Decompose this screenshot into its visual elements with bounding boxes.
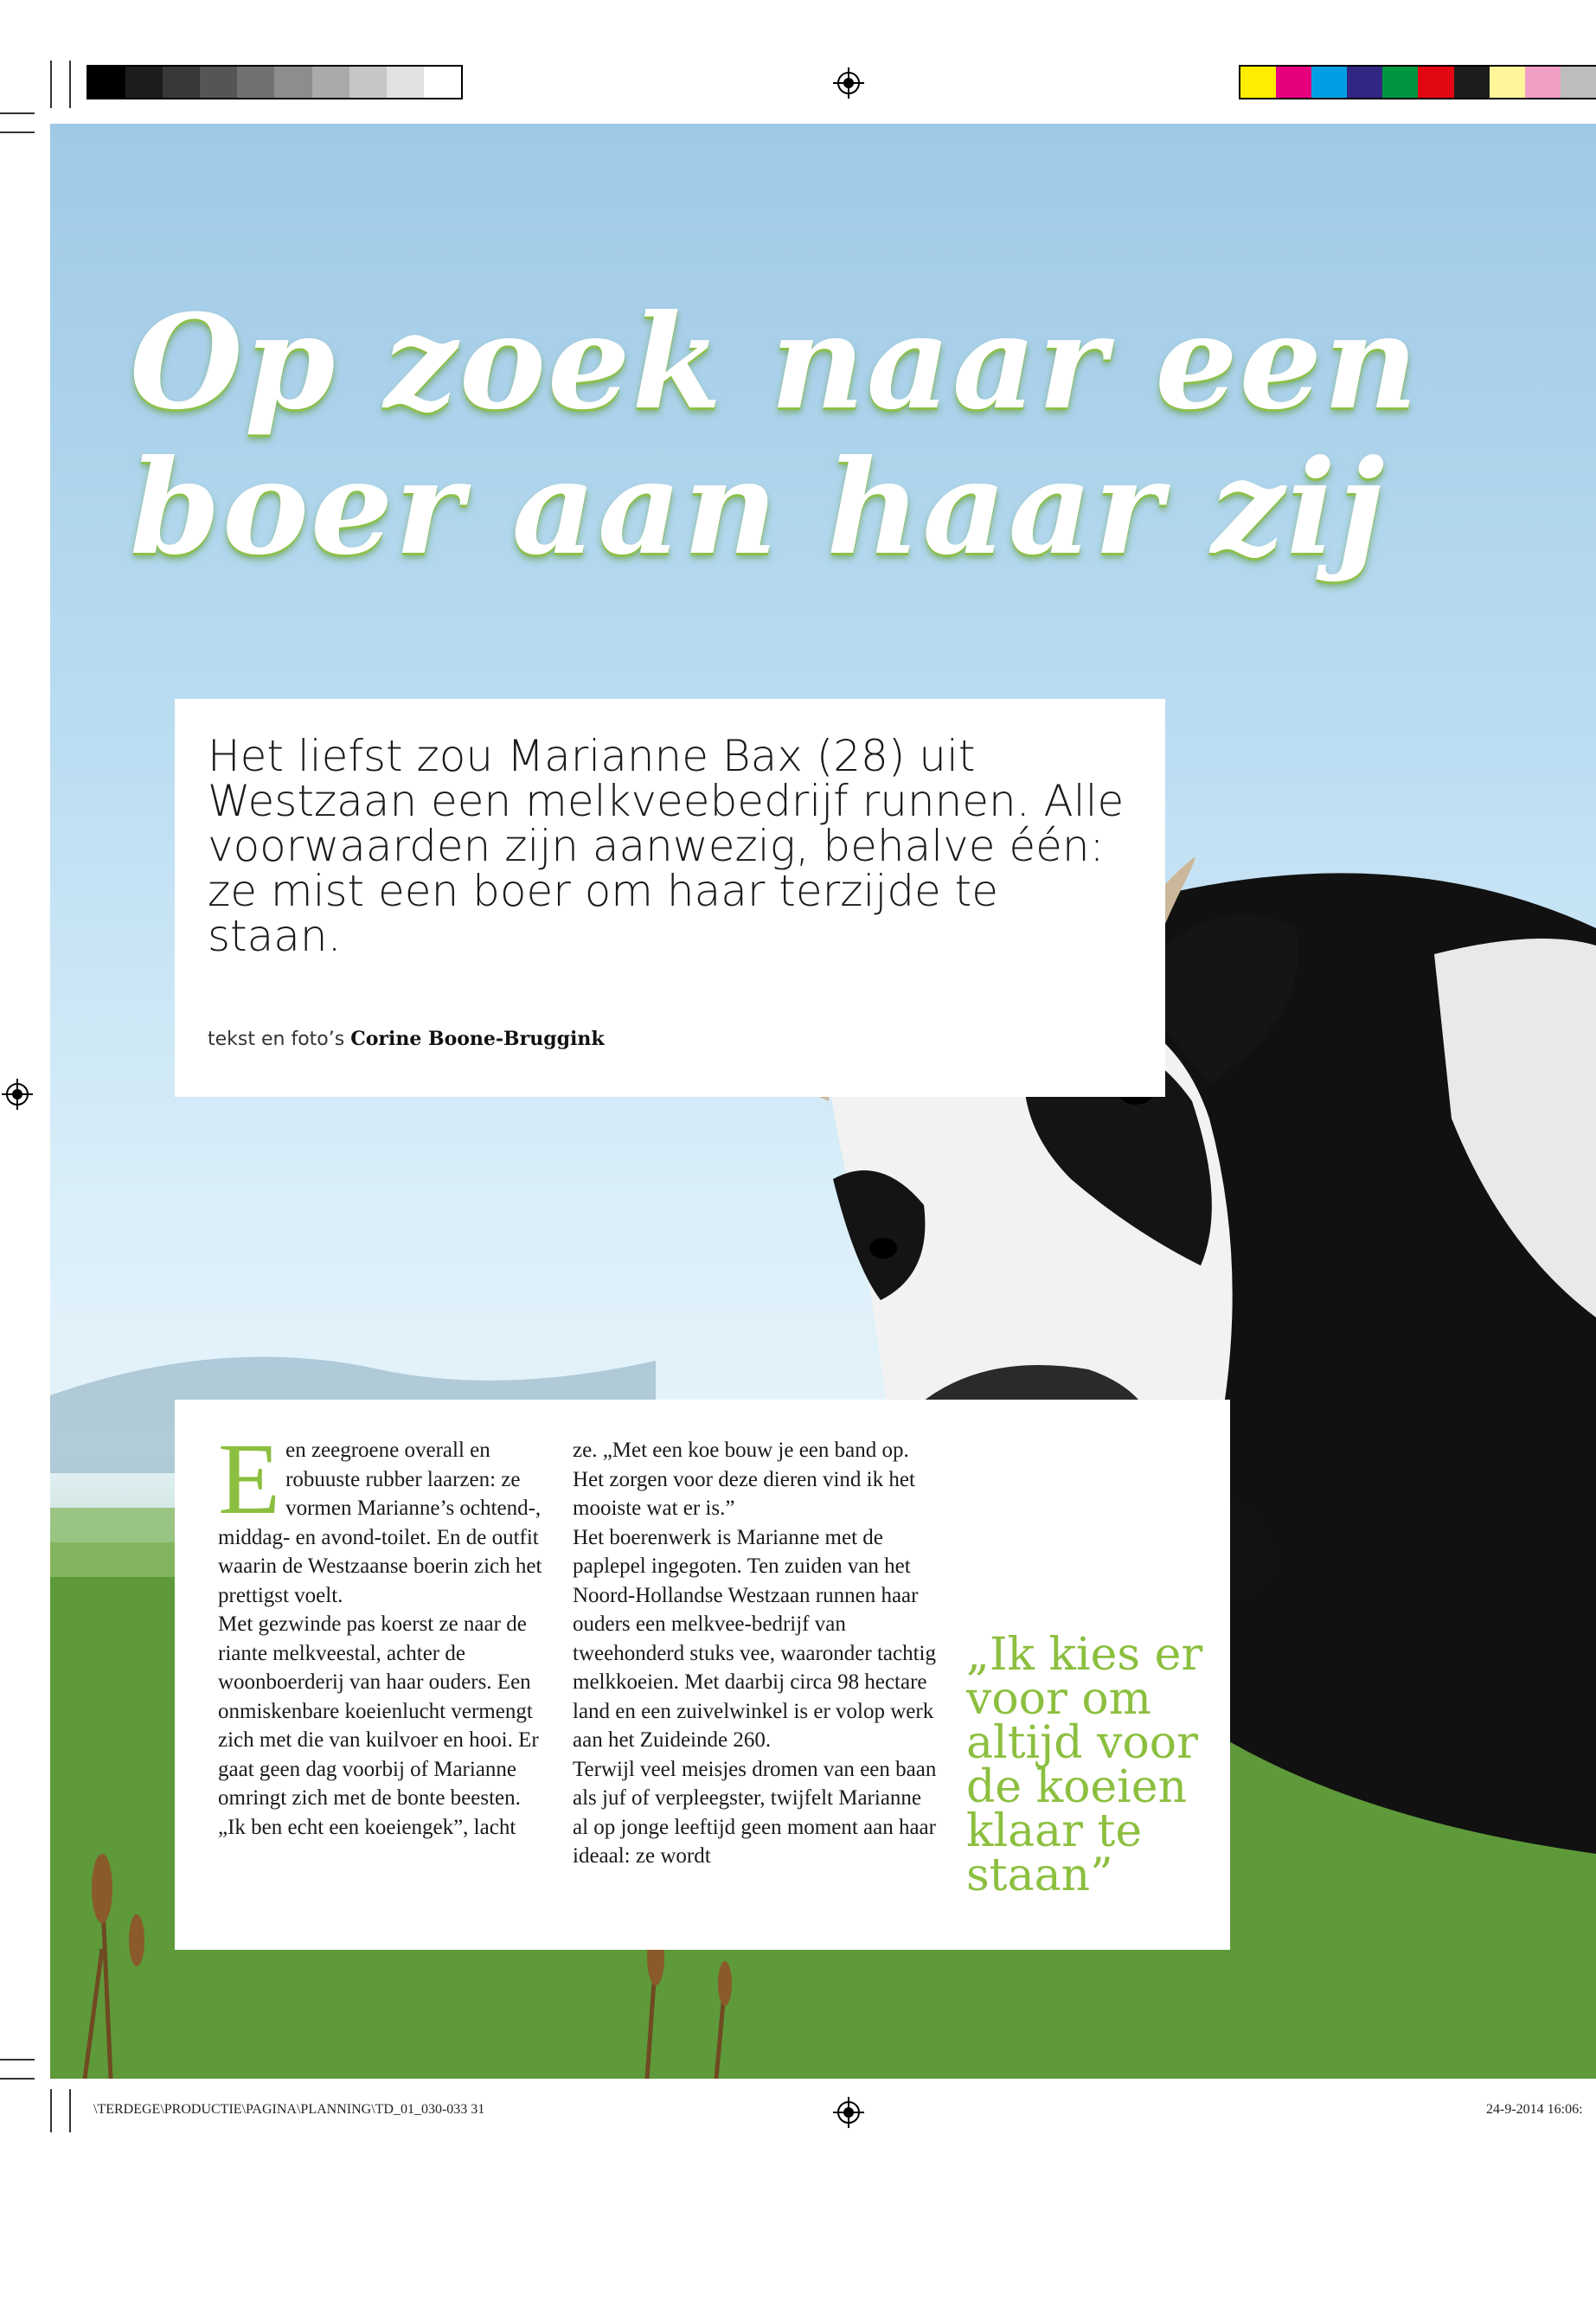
calibration-swatch [1382, 67, 1418, 98]
article-column-2 [573, 1436, 940, 1871]
calibration-swatch [1311, 67, 1347, 98]
crop-mark [69, 61, 71, 108]
crop-mark [69, 2089, 71, 2132]
crop-mark [0, 2078, 35, 2080]
calibration-swatch [1240, 67, 1276, 98]
calibration-swatch [312, 67, 349, 98]
color-calibration-bar [1239, 65, 1596, 99]
timestamp-slug: 24-9-2014 16:06: [1486, 2102, 1583, 2117]
article-paragraph: Terwijl veel meisjes dromen van een baan als juf of verpleegster, twijfelt Marianne al op jonge leeftijd geen moment aan haar ideaal: ze wordt [573, 1757, 937, 1868]
article-column-1 [218, 1422, 542, 1842]
calibration-swatch [1561, 67, 1596, 98]
file-path-slug: \TERDEGE\PRODUCTIE\PAGINA\PLANNING\TD_01_030-033 31 [93, 2102, 485, 2117]
article-paragraph: ze. „Met een koe bouw je een band op. Het zorgen voor deze dieren vind ik het mooiste wat er is.” [573, 1439, 915, 1520]
intro-box [175, 699, 1165, 1097]
registration-mark-icon [2, 1079, 33, 1110]
article-body-box [175, 1400, 1230, 1950]
article-paragraph: Een zeegroene overall en robuuste rubber laarzen: ze vormen Marianne’s ochtend-, middag- en avond-toilet. En de outfit waarin de Westzaanse boerin zich het prettigst voelt. [218, 1422, 542, 1607]
calibration-swatch [274, 67, 311, 98]
calibration-swatch [163, 67, 200, 98]
calibration-swatch [200, 67, 237, 98]
calibration-swatch [125, 67, 163, 98]
pull-quote: „Ik kies er voor om altijd voor de koeien klaar te staan” [966, 1629, 1203, 1901]
crop-mark [50, 61, 52, 108]
calibration-swatch [1525, 67, 1561, 98]
registration-mark-icon [833, 2097, 864, 2128]
article-paragraph: Het boerenwerk is Marianne met de paplepel ingegoten. Ten zuiden van het Noord-Hollandse Westzaan runnen haar ouders een melkvee-bedrijf van tweehonderd stuks vee, waaronder tachtig melkkoeien. Met daarbij circa 98 hectare land en een zuivelwinkel is er volop werk aan het Zuideinde 260. [573, 1525, 936, 1752]
registration-mark-icon [833, 67, 864, 99]
byline [208, 1028, 605, 1050]
calibration-swatch [237, 67, 274, 98]
calibration-swatch [424, 67, 461, 98]
calibration-swatch [387, 67, 424, 98]
crop-mark [50, 2089, 52, 2132]
calibration-swatch [1418, 67, 1453, 98]
crop-mark [0, 2059, 35, 2061]
crop-mark [0, 131, 35, 133]
headline-line-2: boer aan haar zij [130, 432, 1387, 584]
calibration-swatch [1454, 67, 1490, 98]
drop-cap: E [218, 1422, 281, 1535]
calibration-swatch [1276, 67, 1311, 98]
headline-line-1: Op zoek naar een [130, 286, 1420, 439]
calibration-swatch [1347, 67, 1382, 98]
article-paragraph: Met gezwinde pas koerst ze naar de riante melkveestal, achter de woonboerderij van haar ouders. Een onmiskenbare koeienlucht vermengt zich met die van kuilvoer en hooi. Er gaat geen dag voorbij of Marianne omringt zich met de bonte beesten. „Ik ben echt een koeiengek”, lacht [218, 1612, 539, 1839]
crop-mark [0, 112, 35, 114]
grayscale-calibration-bar [87, 65, 463, 99]
article-headline [130, 286, 1427, 584]
calibration-swatch [349, 67, 387, 98]
byline-prefix: tekst en foto’s [208, 1029, 345, 1050]
calibration-swatch [1490, 67, 1525, 98]
intro-text: Het liefst zou Marianne Bax (28) uit Westzaan een melkveebedrijf runnen. Alle voorwaarden zijn aanwezig, behalve één: ze mist een boer om haar terzijde te staan. [208, 731, 1125, 961]
byline-author: Corine Boone-Bruggink [350, 1028, 605, 1050]
calibration-swatch [88, 67, 125, 98]
